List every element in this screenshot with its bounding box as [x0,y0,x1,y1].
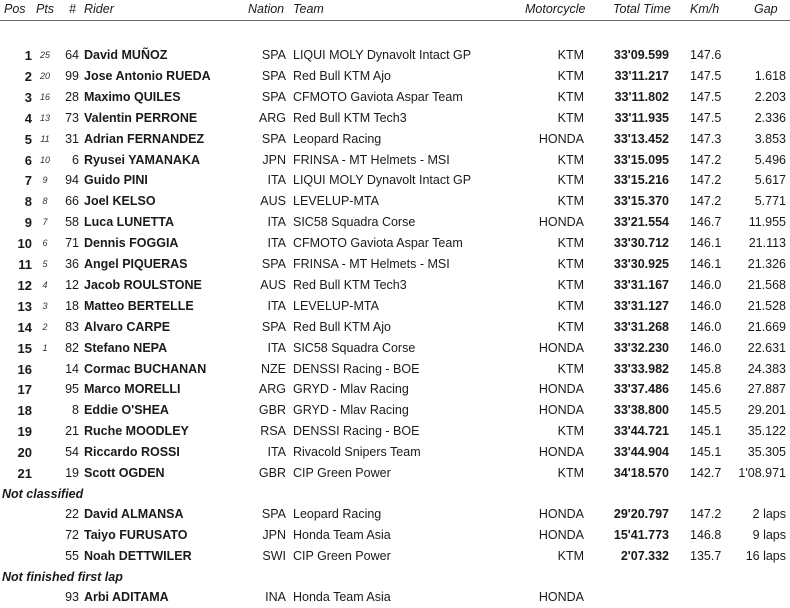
position: 13 [17,298,32,314]
gap: 22.631 [747,340,786,355]
motorcycle: KTM [557,89,584,104]
points: 9 [42,175,48,186]
table-row [0,212,790,233]
speed-kmh: 147.3 [690,131,722,146]
rider-number: 83 [65,319,79,334]
speed-kmh: 145.1 [690,445,722,460]
gap: 16 laps [745,548,786,563]
rider-name: Joel KELSO [84,194,156,209]
rider-number: 64 [65,48,79,62]
rider-number: 66 [65,194,79,209]
team: DENSSI Racing - BOE [293,424,420,439]
table-row [0,254,790,275]
total-time: 33'37.486 [613,382,669,397]
nation: ITA [267,215,286,230]
table-row [0,66,790,87]
gap: 29.201 [747,403,786,418]
nation: ARG [258,382,286,397]
rider-number: 58 [65,215,79,230]
gap: 9 laps [752,527,786,542]
rider-number: 28 [65,89,79,104]
total-time: 33'31.127 [613,298,669,313]
position: 21 [17,466,32,481]
position: 1 [24,48,32,63]
motorcycle: KTM [557,298,584,313]
team: SIC58 Squadra Corse [293,340,416,355]
table-row [0,338,790,359]
motorcycle: HONDA [538,215,584,230]
rider-name: Cormac BUCHANAN [84,361,207,376]
total-time: 33'30.712 [613,236,669,251]
nation: INA [265,589,286,604]
rider-number: 55 [65,548,79,563]
rider-name: Luca LUNETTA [84,215,175,230]
gap: 35.305 [747,445,786,460]
team: CIP Green Power [293,466,391,480]
motorcycle: HONDA [538,527,584,542]
total-time: 2'07.332 [620,548,669,563]
motorcycle: HONDA [538,445,584,460]
rider-number: 6 [72,152,79,167]
rider-name: Taiyo FURUSATO [84,527,188,542]
rider-number: 71 [65,236,79,251]
nation: SPA [261,319,286,334]
nation: SPA [261,48,286,62]
table-row [0,379,790,400]
nation: ITA [267,236,286,251]
table-row [0,421,790,442]
nation: GBR [258,466,286,480]
total-time: 33'13.452 [613,131,669,146]
position: 17 [17,382,32,398]
rider-name: Marco MORELLI [84,382,181,397]
team: FRINSA - MT Helmets - MSI [293,257,450,271]
motorcycle: KTM [557,68,584,83]
total-time: 33'32.230 [613,340,669,355]
position: 11 [18,257,32,272]
gap: 2.336 [754,110,786,125]
team: Honda Team Asia [293,589,391,604]
nation: ARG [258,110,286,125]
position: 12 [17,277,32,293]
header-num: # [69,2,76,16]
total-time: 33'31.167 [613,277,669,292]
points: 10 [39,154,50,165]
gap: 1.618 [754,68,786,83]
speed-kmh: 146.0 [690,298,722,313]
total-time: 34'18.570 [613,466,669,480]
rider-number: 95 [65,382,79,397]
speed-kmh: 147.5 [690,89,722,104]
rider-name: Noah DETTWILER [84,548,192,563]
motorcycle: KTM [557,173,584,188]
gap: 27.887 [747,382,786,397]
table-row [0,233,790,254]
team: CFMOTO Gaviota Aspar Team [293,236,463,251]
team: GRYD - Mlav Racing [293,382,409,397]
team: Red Bull KTM Tech3 [293,110,407,125]
team: Leopard Racing [293,506,382,521]
rider-number: 31 [65,131,79,146]
rider-number: 19 [65,466,79,480]
table-row [0,587,790,608]
position: 6 [24,152,32,168]
nation: JPN [262,527,286,542]
header-pos: Pos [4,2,26,16]
nation: NZE [261,361,286,376]
points: 5 [42,259,48,269]
position: 4 [24,110,32,126]
table-row [0,87,790,108]
speed-kmh: 147.2 [690,194,722,209]
total-time: 33'44.721 [613,424,669,439]
speed-kmh: 135.7 [690,548,722,563]
rider-name: Jose Antonio RUEDA [84,68,211,83]
position: 8 [24,194,32,210]
header-kmh: Km/h [690,2,720,16]
rider-number: 54 [65,445,79,460]
total-time: 33'30.925 [613,257,669,271]
gap: 21.669 [747,319,786,334]
motorcycle: KTM [557,424,584,439]
position: 2 [24,68,32,84]
speed-kmh: 145.6 [690,382,722,397]
rider-name: Jacob ROULSTONE [84,277,202,292]
gap: 2.203 [754,89,786,104]
position: 10 [17,236,32,252]
team: Leopard Racing [293,131,382,146]
position: 3 [24,89,32,105]
motorcycle: KTM [557,236,584,251]
total-time: 33'15.370 [613,194,669,209]
points: 20 [39,70,50,81]
total-time: 33'11.217 [614,68,669,83]
gap: 5.496 [754,152,786,167]
points: 8 [42,196,48,207]
motorcycle: KTM [557,319,584,334]
motorcycle: HONDA [538,340,584,355]
gap: 21.568 [747,277,786,292]
team: FRINSA - MT Helmets - MSI [293,152,450,167]
rider-name: Maximo QUILES [84,89,181,104]
table-row [0,546,790,567]
table-row [0,400,790,421]
motorcycle: KTM [557,194,584,209]
position: 14 [17,319,32,335]
position: 20 [17,445,32,461]
rider-number: 8 [72,403,79,418]
rider-name: Ruche MOODLEY [84,424,189,439]
rider-name: David MUÑOZ [84,48,168,62]
speed-kmh: 147.5 [690,68,722,83]
gap: 3.853 [754,131,786,146]
rider-name: Arbi ADITAMA [84,589,169,604]
rider-name: Angel PIQUERAS [84,257,188,271]
motorcycle: KTM [557,277,584,292]
rider-number: 18 [65,298,79,313]
position: 9 [24,215,32,231]
nation: SPA [261,506,286,521]
gap: 5.617 [754,173,786,188]
speed-kmh: 146.7 [690,215,722,230]
gap: 5.771 [754,194,786,209]
nation: SPA [261,68,286,83]
points: 13 [39,112,50,123]
team: CIP Green Power [293,548,391,563]
points: 16 [39,91,50,102]
gap: 35.122 [747,424,786,439]
gap: 24.383 [747,361,786,376]
rider-name: Adrian FERNANDEZ [84,131,205,146]
total-time: 33'15.095 [613,152,669,167]
team: Rivacold Snipers Team [293,445,421,460]
total-time: 33'11.802 [614,89,669,104]
motorcycle: KTM [557,152,584,167]
header-rider: Rider [84,2,114,16]
total-time: 33'31.268 [613,319,669,334]
rider-name: Ryusei YAMANAKA [84,152,201,167]
rider-number: 94 [65,173,79,188]
nation: SWI [262,548,286,563]
header-motorcycle: Motorcycle [525,2,586,16]
total-time: 33'21.554 [613,215,669,230]
total-time: 15'41.773 [613,527,669,542]
rider-number: 12 [65,277,79,292]
rider-name: Stefano NEPA [84,340,168,355]
rider-number: 82 [65,340,79,355]
total-time: 33'15.216 [613,173,669,188]
rider-name: Dennis FOGGIA [84,236,179,251]
rider-number: 14 [65,361,79,376]
nation: SPA [261,257,286,271]
team: Red Bull KTM Tech3 [293,277,407,292]
team: LEVELUP-MTA [293,298,379,313]
table-row [0,108,790,129]
total-time: 33'09.599 [613,48,669,62]
nation: ITA [267,173,286,188]
motorcycle: KTM [557,548,584,563]
team: CFMOTO Gaviota Aspar Team [293,89,463,104]
speed-kmh: 145.5 [690,403,722,418]
header-nation: Nation [248,2,285,16]
points: 7 [42,217,48,228]
motorcycle: HONDA [538,589,584,604]
section-not-finished-first-lap: Not finished first lap [2,569,123,584]
table-row [0,463,790,484]
table-row [0,296,790,317]
rider-number: 93 [65,589,79,604]
rider-name: Valentin PERRONE [84,110,198,125]
speed-kmh: 147.2 [690,173,722,188]
header-team: Team [293,2,324,16]
rider-name: David ALMANSA [84,506,184,521]
table-header [0,0,790,21]
motorcycle: HONDA [538,506,584,521]
table-row [0,45,790,66]
points: 11 [40,133,50,144]
total-time: 33'38.800 [613,403,669,418]
nation: ITA [267,298,286,313]
gap: 2 laps [752,506,786,521]
speed-kmh: 146.0 [690,277,722,292]
speed-kmh: 145.1 [690,424,722,439]
points: 1 [42,342,48,353]
gap: 21.528 [747,298,786,313]
table-row [0,359,790,380]
position: 16 [17,361,32,377]
header-gap: Gap [754,2,778,16]
nation: ITA [267,445,286,460]
nation: RSA [260,424,286,439]
motorcycle: KTM [557,110,584,125]
motorcycle: HONDA [538,403,584,418]
total-time: 29'20.797 [613,506,669,521]
points: 3 [42,300,48,311]
position: 18 [17,403,32,419]
section-not-classified: Not classified [2,486,84,501]
speed-kmh: 146.0 [690,319,722,334]
speed-kmh: 146.0 [690,340,722,355]
speed-kmh: 147.5 [690,110,722,125]
points: 6 [42,238,48,249]
rider-number: 99 [65,68,79,83]
motorcycle: KTM [557,257,584,271]
position: 7 [24,173,32,189]
team: LEVELUP-MTA [293,194,379,209]
table-row [0,150,790,171]
nation: AUS [260,277,286,292]
header-pts: Pts [36,2,55,16]
total-time: 33'44.904 [613,445,669,460]
rider-number: 72 [65,527,79,542]
team: SIC58 Squadra Corse [293,215,416,230]
gap: 21.113 [748,236,786,251]
table-row [0,191,790,212]
rider-name: Eddie O'SHEA [84,403,169,418]
motorcycle: HONDA [538,382,584,397]
rider-number: 73 [65,110,79,125]
points: 4 [42,279,48,290]
rider-name: Matteo BERTELLE [84,298,194,313]
gap: 1'08.971 [738,466,786,480]
nation: JPN [262,152,286,167]
table-row [0,170,790,191]
rider-name: Guido PINI [84,173,148,188]
position: 15 [17,340,32,356]
rider-name: Scott OGDEN [84,466,165,480]
header-total-time: Total Time [613,2,671,16]
rider-number: 36 [65,257,79,271]
speed-kmh: 147.2 [690,152,722,167]
gap: 11.955 [748,215,786,230]
table-row [0,442,790,463]
team: Red Bull KTM Ajo [293,68,391,83]
motorcycle: KTM [557,466,584,480]
team: Red Bull KTM Ajo [293,319,391,334]
nation: SPA [261,131,286,146]
team: Honda Team Asia [293,527,391,542]
rider-number: 22 [65,506,79,521]
team: LIQUI MOLY Dynavolt Intact GP [293,173,472,188]
rider-number: 21 [65,424,79,439]
speed-kmh: 146.1 [690,236,722,251]
nation: SPA [261,89,286,104]
speed-kmh: 146.8 [690,527,722,542]
points: 2 [42,321,48,332]
nation: AUS [260,194,286,209]
team: LIQUI MOLY Dynavolt Intact GP [293,48,472,62]
team: GRYD - Mlav Racing [293,403,409,418]
position: 19 [17,424,32,440]
motorcycle: HONDA [538,131,584,146]
total-time: 33'33.982 [613,361,669,376]
motorcycle: KTM [557,48,584,62]
rider-name: Alvaro CARPE [84,319,171,334]
speed-kmh: 146.1 [690,257,722,271]
table-row [0,129,790,150]
nation: ITA [267,340,286,355]
nation: GBR [258,403,286,418]
rider-name: Riccardo ROSSI [84,445,180,460]
speed-kmh: 145.8 [690,361,722,376]
team: DENSSI Racing - BOE [293,361,420,376]
speed-kmh: 142.7 [690,466,722,480]
total-time: 33'11.935 [614,110,669,125]
gap: 21.326 [747,257,786,271]
speed-kmh: 147.2 [690,506,722,521]
table-row [0,504,790,525]
position: 5 [24,131,32,147]
table-row [0,317,790,338]
table-row [0,275,790,296]
table-row [0,525,790,546]
speed-kmh: 147.6 [690,48,722,62]
motorcycle: KTM [557,361,584,376]
points: 25 [39,50,50,60]
